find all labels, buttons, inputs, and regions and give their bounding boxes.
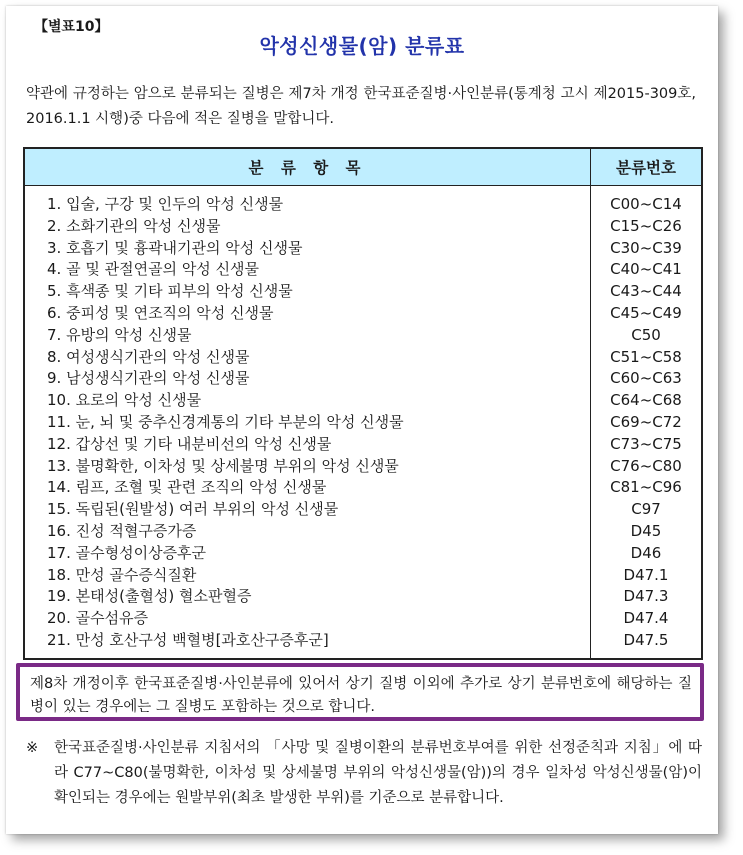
classification-code: D47.5 bbox=[623, 630, 669, 649]
classification-item: 13. 불명확한, 이차성 및 상세불명 부위의 악성 신생물 bbox=[47, 456, 399, 475]
classification-item: 7. 유방의 악성 신생물 bbox=[47, 325, 192, 344]
classification-item: 17. 골수형성이상증후군 bbox=[47, 543, 207, 562]
classification-item: 20. 골수섬유증 bbox=[47, 609, 149, 628]
classification-code: C45~C49 bbox=[610, 303, 682, 322]
classification-item: 21. 만성 호산구성 백혈병[과호산구증후군] bbox=[47, 630, 329, 649]
classification-code: C64~C68 bbox=[610, 391, 682, 410]
classification-item: 1. 입술, 구강 및 인두의 악성 신생물 bbox=[47, 195, 284, 213]
classification-code: C60~C63 bbox=[610, 369, 682, 388]
classification-item: 9. 남성생식기관의 악성 신생물 bbox=[47, 369, 250, 388]
codes-column bbox=[591, 186, 703, 659]
classification-code: D47.4 bbox=[623, 609, 669, 628]
appendix-tag: 【별표10】 bbox=[34, 19, 109, 35]
classification-item: 16. 진성 적혈구증가증 bbox=[47, 521, 197, 540]
classification-item: 3. 호흡기 및 흉곽내기관의 악성 신생물 bbox=[47, 238, 303, 257]
classification-code: D47.3 bbox=[623, 587, 669, 606]
classification-item: 8. 여성생식기관의 악성 신생물 bbox=[47, 347, 250, 366]
classification-code: C97 bbox=[631, 500, 661, 519]
classification-code: D47.1 bbox=[623, 565, 669, 584]
classification-item: 10. 요로의 악성 신생물 bbox=[47, 391, 202, 410]
classification-item: 11. 눈, 뇌 및 중추신경계통의 기타 부분의 악성 신생물 bbox=[47, 412, 404, 431]
document-page bbox=[6, 6, 718, 834]
classification-code: D45 bbox=[630, 521, 662, 540]
page-title: 악성신생물(암) 분류표 bbox=[259, 34, 465, 58]
classification-code: C69~C72 bbox=[610, 412, 682, 431]
classification-item: 18. 만성 골수증식질환 bbox=[47, 565, 197, 584]
classification-code: C00~C14 bbox=[610, 195, 682, 213]
table-body-row bbox=[24, 186, 702, 659]
header-item: 분 류 항 목 bbox=[24, 148, 591, 186]
classification-code: C15~C26 bbox=[610, 216, 682, 235]
classification-table bbox=[23, 147, 703, 660]
classification-code: C30~C39 bbox=[610, 238, 682, 257]
classification-code: C51~C58 bbox=[610, 347, 682, 366]
intro-paragraph: 약관에 규정하는 암으로 분류되는 질병은 제7차 개정 한국표준질병·사인분류(통계청 고시 제2015-309호, 2016.1.1 시행)중 다음에 적은 질병을 말합니다. bbox=[26, 86, 696, 127]
classification-item: 12. 갑상선 및 기타 내분비선의 악성 신생물 bbox=[47, 434, 332, 453]
classification-item: 19. 본태성(출혈성) 혈소판혈증 bbox=[47, 587, 252, 606]
classification-item: 2. 소화기관의 악성 신생물 bbox=[47, 216, 221, 235]
classification-code: C73~C75 bbox=[610, 434, 682, 453]
items-column bbox=[24, 186, 591, 659]
classification-code: C40~C41 bbox=[610, 260, 682, 279]
highlighted-note: 제8차 개정이후 한국표준질병·사인분류에 있어서 상기 질병 이외에 추가로 상기 분류번호에 해당하는 질병이 있는 경우에는 그 질병도 포함하는 것으로 합니다. bbox=[16, 663, 704, 721]
reference-mark: ※ bbox=[26, 740, 39, 756]
table-header-row bbox=[24, 148, 702, 186]
classification-item: 4. 골 및 관절연골의 악성 신생물 bbox=[47, 260, 260, 279]
footnote-text: 한국표준질병·사인분류 지침서의 「사망 및 질병이환의 분류번호부여를 위한 선정준칙과 지침」에 따라 C77~C80(불명확한, 이차성 및 상세불명 부위의 악성신생물(암))의 경우 일차성 악성신생물(암)이 확인되는 경우에는 원발부위(최초 발생한 부위)를 기준으로 분류합니다. bbox=[54, 740, 702, 806]
classification-item: 14. 림프, 조혈 및 관련 조직의 악성 신생물 bbox=[47, 478, 327, 497]
classification-code: C76~C80 bbox=[610, 456, 682, 475]
classification-code: C50 bbox=[631, 325, 661, 344]
classification-code: D46 bbox=[630, 543, 662, 562]
classification-code: C81~C96 bbox=[610, 478, 682, 497]
header-code: 분류번호 bbox=[591, 148, 703, 186]
classification-item: 5. 흑색종 및 기타 피부의 악성 신생물 bbox=[47, 282, 293, 301]
classification-item: 6. 중피성 및 연조직의 악성 신생물 bbox=[47, 303, 274, 322]
footnote bbox=[26, 736, 702, 811]
classification-item: 15. 독립된(원발성) 여러 부위의 악성 신생물 bbox=[47, 500, 339, 519]
classification-code: C43~C44 bbox=[610, 282, 682, 301]
